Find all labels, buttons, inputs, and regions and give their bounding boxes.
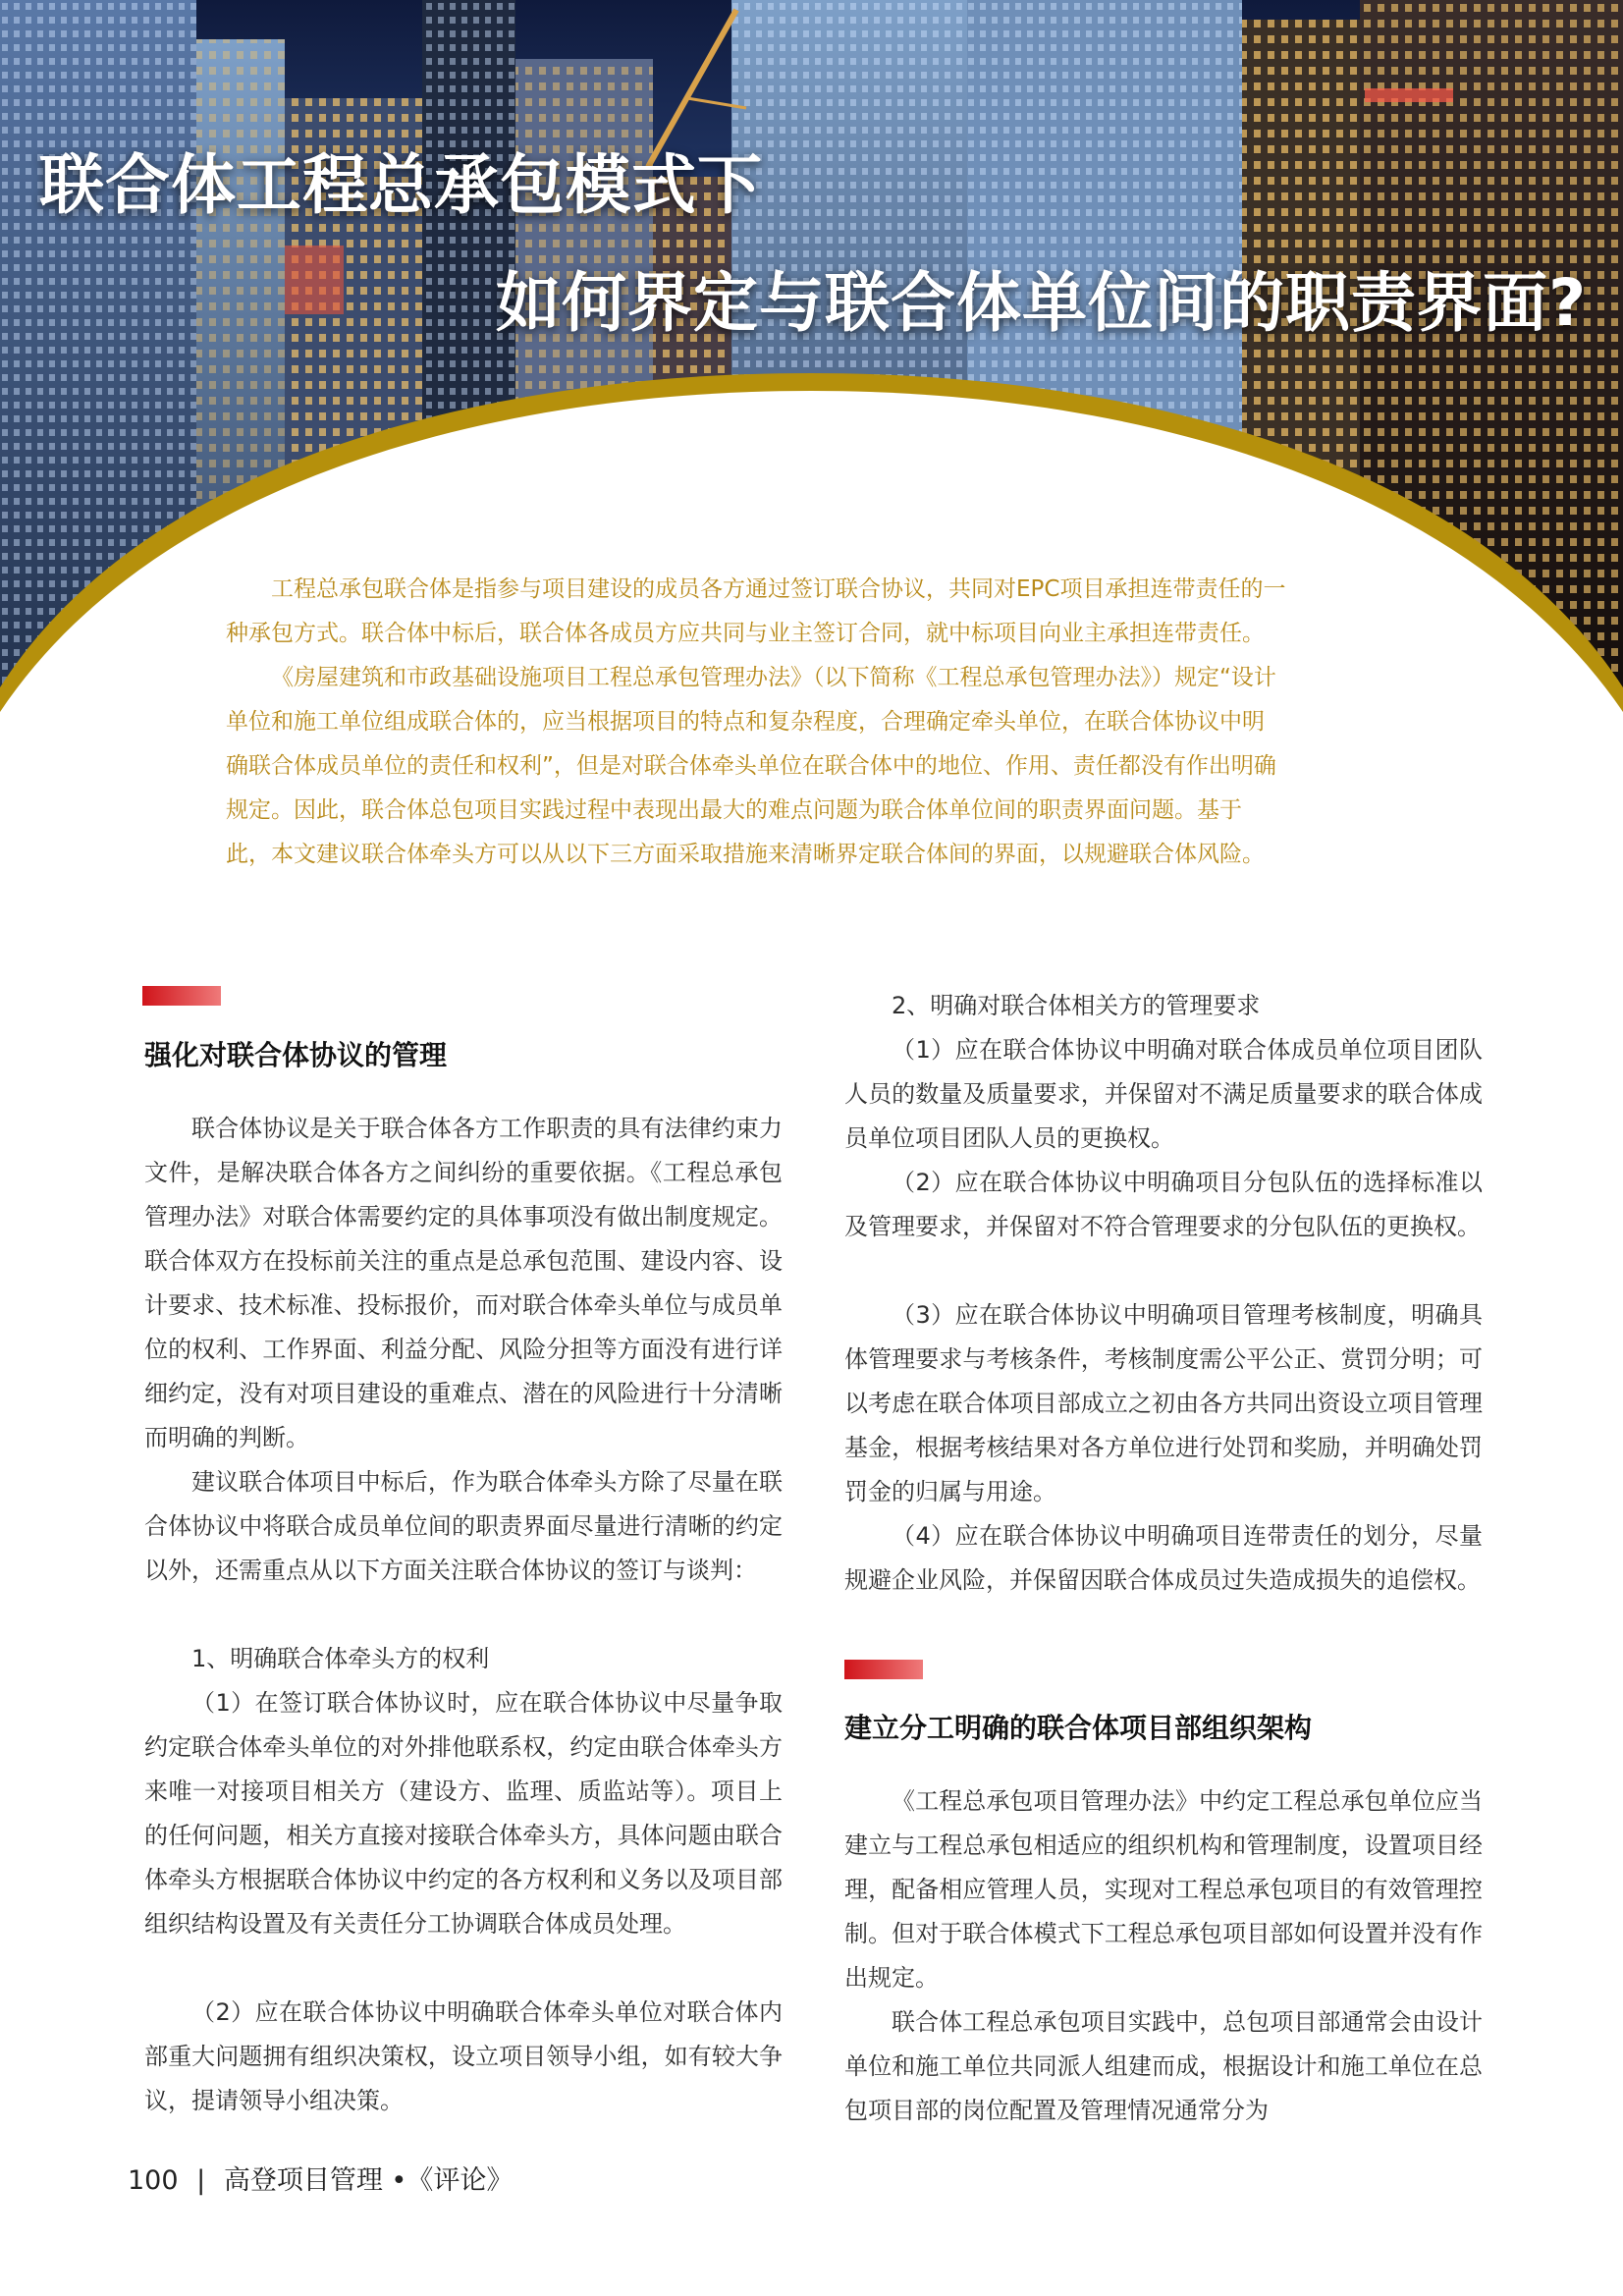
subheading-lead-rights: 1、明确联合体牵头方的权利 [191,1645,490,1672]
left-paragraph-2: 建议联合体项目中标后，作为联合体牵头方除了尽量在联合体协议中将联合成员单位间的职责界面尽量进行清晰的约定以外，还需重点从以下方面关注联合体协议的签订与谈判： [144,1468,783,1584]
left-paragraph-1: 联合体协议是关于联合体各方工作职责的具有法律约束力文件，是解决联合体各方之间纠纷的重要依据。《工程总承包管理办法》对联合体需要约定的具体事项没有做出制度规定。联合体双方在投标前关注的重点是总承包范围、建设内容、设计要求、技术标准、投标报价，而对联合体牵头单位与成员单位的权利、工作界面、利益分配、风险分担等方面没有进行详细约定，没有对项目建设的重难点、潜在的风险进行十分清晰而明确的判断。 [144,1115,783,1451]
intro-paragraph-1: 工程总承包联合体是指参与项目建设的成员各方通过签订联合协议，共同对EPC项目承担连带责任的一种承包方式。联合体中标后，联合体各成员方应共同与业主签订合同，就中标项目向业主承担连带责任。 [226,576,1286,646]
page-footer [128,2159,522,2197]
page-number: 100 [128,2165,179,2196]
intro-section [226,568,1286,877]
right-paragraph-1: （1）应在联合体协议中明确对联合体成员单位项目团队人员的数量及质量要求，并保留对不满足质量要求的联合体成员单位项目团队人员的更换权。 [844,1036,1483,1152]
right-paragraph-3: （3）应在联合体协议中明确项目管理考核制度，明确具体管理要求与考核条件，考核制度需公平公正、赏罚分明；可以考虑在联合体项目部成立之初由各方共同出资设立项目管理基金，根据考核结果对各方单位进行处罚和奖励，并明确处罚罚金的归属与用途。 [844,1301,1483,1505]
left-paragraph-3: （1）在签订联合体协议时，应在联合体协议中尽量争取约定联合体牵头单位的对外排他联系权，约定由联合体牵头方来唯一对接项目相关方（建设方、监理、质监站等）。项目上的任何问题，相关方直接对接联合体牵头方，具体问题由联合体牵头方根据联合体协议中约定的各方权利和义务以及项目部组织结构设置及有关责任分工协调联合体成员处理。 [144,1689,783,1938]
journal-name: 高登项目管理 •《评论》 [223,2165,514,2196]
right-paragraph-4: （4）应在联合体协议中明确项目连带责任的划分，尽量规避企业风险，并保留因联合体成员过失造成损失的追偿权。 [844,1522,1483,1594]
section-marker-bar [844,1660,923,1679]
footer-separator: | [196,2165,206,2196]
page-title-line-1: 联合体工程总承包模式下 [39,147,763,223]
section-heading-agreement: 强化对联合体协议的管理 [144,1039,448,1071]
page-title-line-2: 如何界定与联合体单位间的职责界面? [496,265,1588,341]
right-paragraph-6: 联合体工程总承包项目实践中，总包项目部通常会由设计单位和施工单位共同派人组建而成，根据设计和施工单位在总包项目部的岗位配置及管理情况通常分为 [844,2008,1483,2124]
intro-paragraph-2: 《房屋建筑和市政基础设施项目工程总承包管理办法》（以下简称《工程总承包管理办法》）规定“设计单位和施工单位组成联合体的，应当根据项目的特点和复杂程度，合理确定牵头单位，在联合体协议中明确联合体成员单位的责任和权利”，但是对联合体牵头单位在联合体中的地位、作用、责任都没有作出明确规定。因此，联合体总包项目实践过程中表现出最大的难点问题为联合体单位间的职责界面问题。基于此，本文建议联合体牵头方可以从以下三方面采取措施来清晰界定联合体间的界面，以规避联合体风险。 [226,665,1276,867]
left-paragraph-4: （2）应在联合体协议中明确联合体牵头单位对联合体内部重大问题拥有组织决策权，设立项目领导小组，如有较大争议，提请领导小组决策。 [144,1998,783,2114]
section-marker-bar [142,986,221,1006]
subheading-management-requirements: 2、明确对联合体相关方的管理要求 [892,992,1261,1019]
right-paragraph-2: （2）应在联合体协议中明确项目分包队伍的选择标准以及管理要求，并保留对不符合管理要求的分包队伍的更换权。 [844,1169,1483,1240]
section-heading-organization: 建立分工明确的联合体项目部组织架构 [844,1712,1313,1744]
right-paragraph-5: 《工程总承包项目管理办法》中约定工程总承包单位应当建立与工程总承包相适应的组织机构和管理制度，设置项目经理，配备相应管理人员，实现对工程总承包项目的有效管理控制。但对于联合体模式下工程总承包项目部如何设置并没有作出规定。 [844,1787,1483,1992]
